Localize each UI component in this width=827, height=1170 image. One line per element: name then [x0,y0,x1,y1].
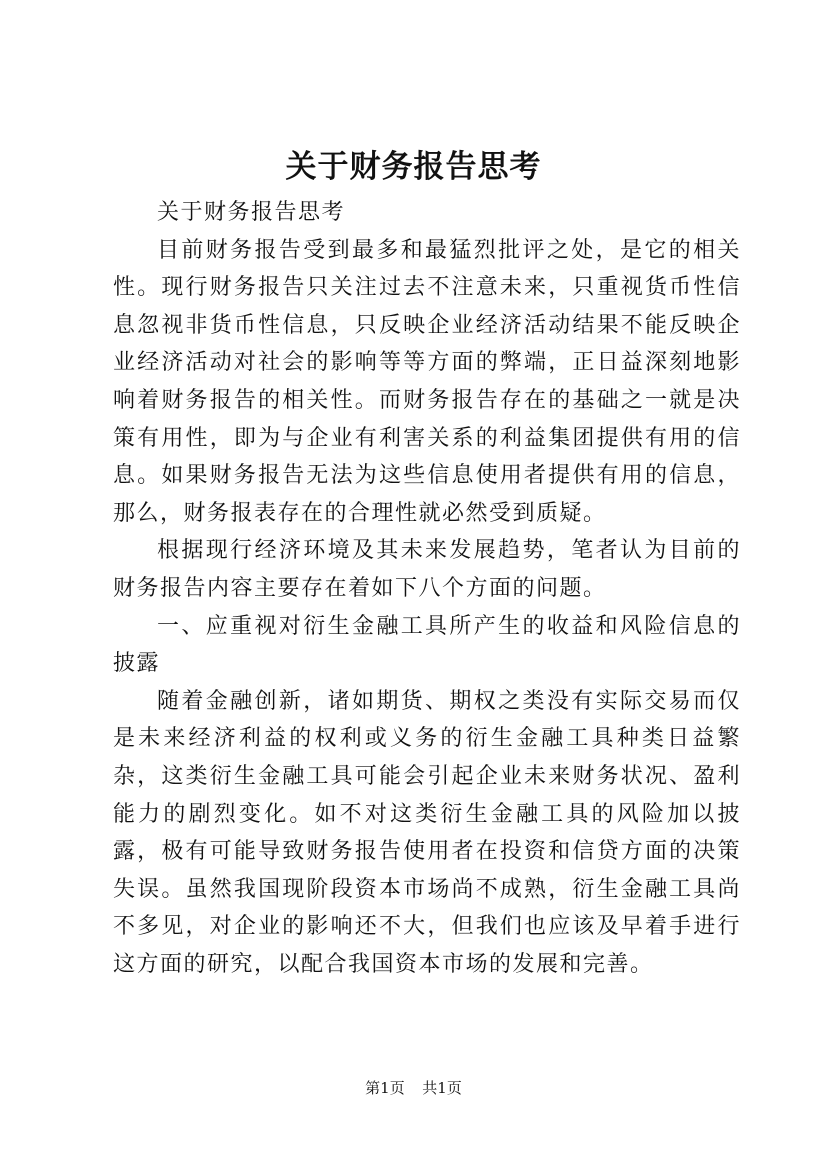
paragraph-relevance: 目前财务报告受到最多和最猛烈批评之处，是它的相关性。现行财务报告只关注过去不注意未来，只重视货币性信息忽视非货币性信息，只反映企业经济活动结果不能反映企业经济活动对社会的影响等等方面的弊端，正日益深刻地影响着财务报告的相关性。而财务报告存在的基础之一就是决策有用性，即为与企业有利害关系的利益集团提供有用的信息。如果财务报告无法为这些信息使用者提供有用的信息，那么，财务报表存在的合理性就必然受到质疑。 [113,237,741,526]
paragraph-subtitle: 关于财务报告思考 [157,200,346,225]
page-footer [0,1076,827,1100]
document-body [113,194,741,983]
page-total: 共1页 [422,1079,462,1097]
document-title: 关于财务报告思考 [285,149,542,185]
paragraph-derivatives: 随着金融创新，诸如期货、期权之类没有实际交易而仅是未来经济利益的权利或义务的衍生金融工具种类日益繁杂，这类衍生金融工具可能会引起企业未来财务状况、盈利能力的剧烈变化。如不对这类衍生金融工具的风险加以披露，极有可能导致财务报告使用者在投资和信贷方面的决策失误。虽然我国现阶段资本市场尚不成熟，衍生金融工具尚不多见，对企业的影响还不大，但我们也应该及早着手进行这方面的研究，以配合我国资本市场的发展和完善。 [113,688,741,977]
page-number: 第1页 [365,1079,405,1097]
paragraph-problems-intro: 根据现行经济环境及其未来发展趋势，笔者认为目前的财务报告内容主要存在着如下八个方面的问题。 [113,538,741,601]
section-heading-one: 一、应重视对衍生金融工具所产生的收益和风险信息的披露 [113,613,741,677]
